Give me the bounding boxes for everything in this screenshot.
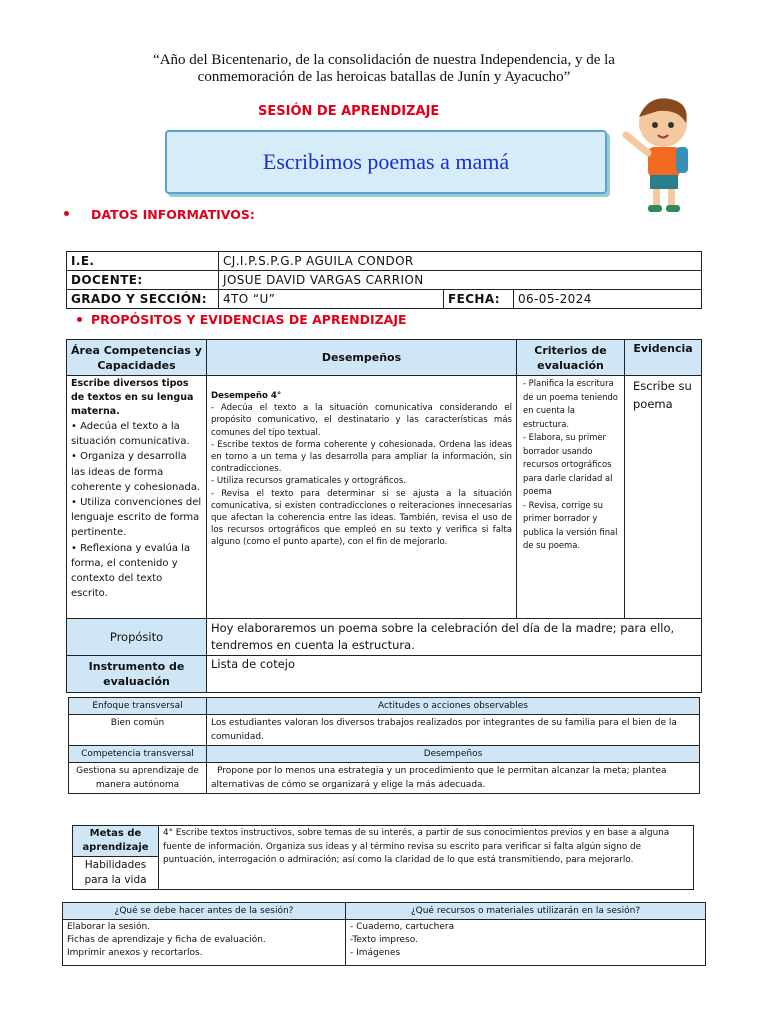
criterio: - Elabora, su primer borrador usando recursos ortográficos para darle claridad al poema xyxy=(523,432,613,496)
instrumento-label: Instrumento de evaluación xyxy=(67,656,207,693)
competencia-transversal: Gestiona su aprendizaje de manera autónoma xyxy=(69,763,207,794)
antes-header: ¿Qué se debe hacer antes de la sesión? xyxy=(63,903,346,920)
recursos-header: ¿Qué recursos o materiales utilizarán en la sesión? xyxy=(346,903,706,920)
desempeno-transversal: Propone por lo menos una estrategia y un procedimiento que le permitan alcanzar la meta; plantea alternativas de cómo se organizará y elige la más adecuada. xyxy=(207,763,700,794)
datos-table xyxy=(66,251,702,309)
actitudes-value: Los estudiantes valoran los diversos trabajos realizados por integrantes de su familia para el bien de la comunidad. xyxy=(207,715,700,746)
docente-value: JOSUE DAVID VARGAS CARRION xyxy=(219,271,702,290)
list-item: Elaborar la sesión. xyxy=(67,922,151,932)
metas-label: Metas de aprendizaje xyxy=(73,826,159,857)
ie-value: CJ.I.P.S.P.G.P AGUILA CONDOR xyxy=(219,252,702,271)
capacidad: • Utiliza convenciones del lenguaje escrito de forma pertinente. xyxy=(71,497,202,539)
criterio: - Revisa, corrige su primer borrador y publica la versión final de su poema. xyxy=(523,499,618,550)
desempeno-title: Desempeño 4° xyxy=(211,391,282,401)
desempeno: - Escribe textos de forma coherente y cohesionada. Ordena las ideas en torno a un tema y las desarrolla para ampliar la información, sin contradicciones. xyxy=(211,439,512,475)
desempenos-cell xyxy=(207,376,517,619)
quote-line-2: conmemoración de las heroicas batallas de Junín y Ayacucho” xyxy=(197,69,571,85)
bullet-icon xyxy=(77,317,82,322)
list-item: - Imágenes xyxy=(350,948,401,958)
session-label: SESIÓN DE APRENDIZAJE xyxy=(258,104,440,119)
list-item: Fichas de aprendizaje y ficha de evaluación. xyxy=(67,935,266,945)
header-evidencia: Evidencia xyxy=(625,340,702,376)
page-title: Escribimos poemas a mamá xyxy=(262,149,510,174)
propositos-table xyxy=(66,339,702,693)
grado-label: GRADO Y SECCIÓN: xyxy=(67,290,219,309)
antes-list xyxy=(63,920,346,966)
desempenos-header: Desempeños xyxy=(207,746,700,763)
proposito-label: Propósito xyxy=(67,619,207,656)
enfoque-value: Bien común xyxy=(69,715,207,746)
list-item: Imprimir anexos y recortarlos. xyxy=(67,948,203,958)
competencia-header: Competencia transversal xyxy=(69,746,207,763)
desempeno: - Adecúa el texto a la situación comunicativa considerando el propósito comunicativo, el destinatario y las características más comunes del tipo textual. xyxy=(211,403,512,438)
fecha-label: FECHA: xyxy=(444,290,514,309)
docente-label: DOCENTE: xyxy=(67,271,219,290)
capacidad: • Reflexiona y evalúa la forma, el contenido y contexto del texto escrito. xyxy=(71,542,191,600)
proposito-value: Hoy elaboraremos un poema sobre la celebración del día de la madre; para ello, tendremos en cuenta la estructura. xyxy=(207,619,702,656)
instrumento-value: Lista de cotejo xyxy=(207,656,702,693)
recursos-list xyxy=(346,920,706,966)
grado-value: 4TO “U” xyxy=(219,290,444,309)
desempeno: - Revisa el texto para determinar si se ajusta a la situación comunicativa, si existen contradicciones o reiteraciones innecesarias que afectan la coherencia entre las ideas. También, revisa el uso de los recursos ortográficos que empleó en su texto y verifica si falta alguno (como el punto aparte), con el fin de mejorarlo. xyxy=(211,488,512,548)
evidencia-cell: Escribe su poema xyxy=(625,376,702,619)
competencia-cell xyxy=(67,376,207,619)
section-datos: DATOS INFORMATIVOS: xyxy=(91,207,255,222)
header-desempenos: Desempeños xyxy=(207,340,517,376)
section-propositos: PROPÓSITOS Y EVIDENCIAS DE APRENDIZAJE xyxy=(91,312,407,327)
header-area: Área Competencias y Capacidades xyxy=(67,340,207,376)
transversal-table xyxy=(68,697,700,794)
child-illustration xyxy=(618,95,703,217)
metas-text: 4° Escribe textos instructivos, sobre temas de su interés, a partir de sus conocimientos previos y en base a alguna fuente de información. Organiza sus ideas y al término revisa su escrito para verificar si falta algún signo de puntuación, interrogación o admiración; así como la claridad de lo que está transmitiendo, para mejorarlo. xyxy=(159,826,694,890)
actitudes-header: Actitudes o acciones observables xyxy=(207,698,700,715)
header-criterios: Criterios de evaluación xyxy=(517,340,625,376)
metas-table xyxy=(72,825,694,890)
enfoque-header: Enfoque transversal xyxy=(69,698,207,715)
fecha-value: 06-05-2024 xyxy=(514,290,702,309)
competencia-title: Escribe diversos tipos de textos en su lengua materna. xyxy=(71,378,194,417)
desempeno: - Utiliza recursos gramaticales y ortográficos. xyxy=(211,476,407,487)
habilidades-label: Habilidades para la vida xyxy=(73,857,159,890)
capacidad: • Organiza y desarrolla las ideas de forma coherente y cohesionada. xyxy=(71,451,201,493)
preparacion-table xyxy=(62,902,706,966)
list-item: -Texto impreso. xyxy=(350,935,418,945)
quote-line-1: “Año del Bicentenario, de la consolidación de nuestra Independencia, y de la xyxy=(153,52,615,68)
ie-label: I.E. xyxy=(67,252,219,271)
criterio: - Planifica la escritura de un poema teniendo en cuenta la estructura. xyxy=(523,378,618,429)
criterios-cell xyxy=(517,376,625,619)
bullet-icon xyxy=(64,211,69,216)
title-banner xyxy=(165,130,607,194)
list-item: - Cuaderno, cartuchera xyxy=(350,922,455,932)
capacidad: • Adecúa el texto a la situación comunicativa. xyxy=(71,421,190,448)
